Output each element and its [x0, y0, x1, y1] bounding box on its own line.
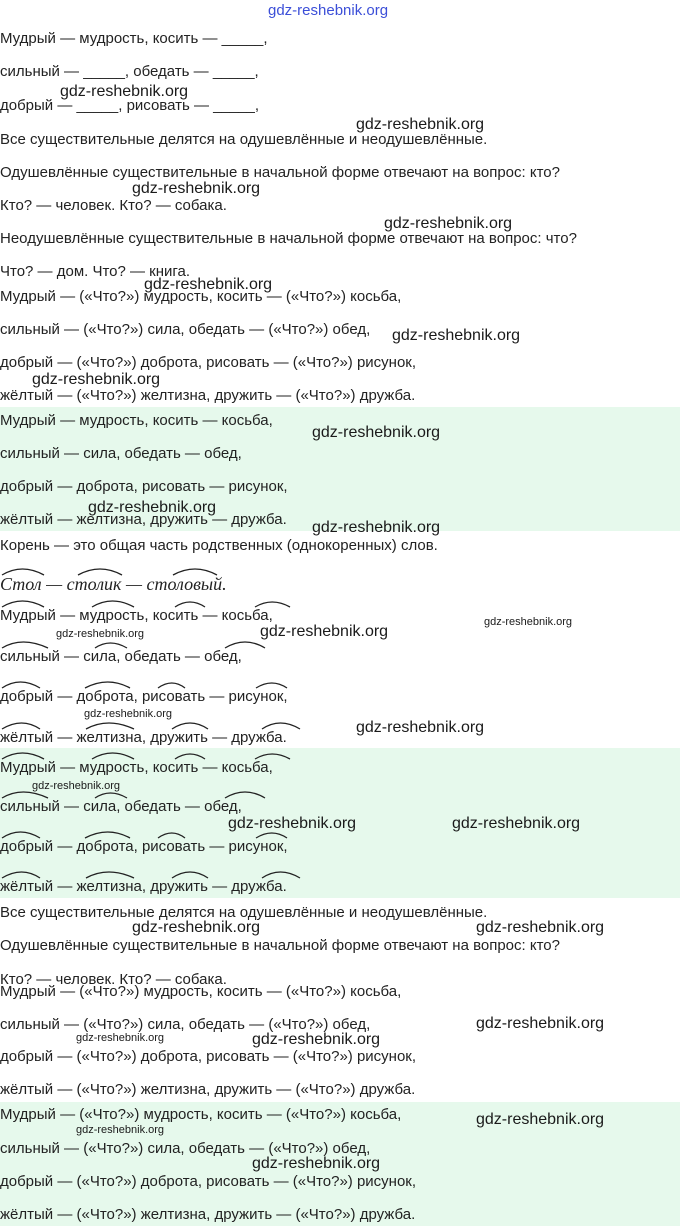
question2-line-4: жёлтый — («Что?») желтизна, дружить — («Что?») дружба.: [0, 1081, 416, 1098]
root-line-4: жёлтый — желтизна, дружить — дружба.: [0, 729, 287, 746]
question3-line-3: добрый — («Что?») доброта, рисовать — («Что?») рисунок,: [0, 1173, 417, 1190]
question3-line-2: сильный — («Что?») сила, обедать — («Что?») обед,: [0, 1140, 371, 1157]
watermark: gdz-reshebnik.org: [132, 919, 261, 936]
watermark: gdz-reshebnik.org: [260, 623, 389, 640]
theory2-line-3-cut: Кто? — человек. Кто? — собака.: [0, 971, 227, 986]
theory-line-4: Неодушевлённые существительные в начальной форме отвечают на вопрос: что?: [0, 230, 577, 247]
exercise-line-1: Мудрый — мудрость, косить — _____,: [0, 30, 268, 47]
watermark: gdz-reshebnik.org: [252, 1031, 381, 1048]
theory-line-5: Что? — дом. Что? — книга.: [0, 263, 191, 280]
question-line-2: сильный — («Что?») сила, обедать — («Что?») обед,: [0, 321, 371, 338]
question3-line-1: Мудрый — («Что?») мудрость, косить — («Что?») косьба,: [0, 1106, 402, 1123]
root-answer-line-4: жёлтый — желтизна, дружить — дружба.: [0, 878, 287, 895]
question2-line-2: сильный — («Что?») сила, обедать — («Что?») обед,: [0, 1016, 371, 1033]
watermark: gdz-reshebnik.org: [144, 276, 273, 293]
watermark: gdz-reshebnik.org: [384, 215, 513, 232]
watermark: gdz-reshebnik.org: [356, 719, 485, 736]
watermark: gdz-reshebnik.org: [32, 780, 121, 792]
watermark: gdz-reshebnik.org: [476, 919, 605, 936]
answer-line-3: добрый — доброта, рисовать — рисунок,: [0, 478, 288, 495]
exercise-line-2: сильный — _____, обедать — _____,: [0, 63, 259, 80]
question-line-4: жёлтый — («Что?») желтизна, дружить — («Что?») дружба.: [0, 387, 416, 404]
exercise-line-3: добрый — _____, рисовать — _____,: [0, 97, 260, 114]
watermark: gdz-reshebnik.org: [88, 499, 217, 516]
watermark: gdz-reshebnik.org: [76, 1032, 165, 1044]
watermark: gdz-reshebnik.org: [476, 1111, 605, 1128]
watermark: gdz-reshebnik.org: [252, 1155, 381, 1172]
root-answer-line-3: добрый — доброта, рисовать — рисунок,: [0, 838, 288, 855]
root-line-3: добрый — доброта, рисовать — рисунок,: [0, 688, 288, 705]
theory-line-2: Одушевлённые существительные в начальной форме отвечают на вопрос: кто?: [0, 164, 560, 181]
answer-line-2: сильный — сила, обедать — обед,: [0, 445, 242, 462]
root-answer-line-2: сильный — сила, обедать — обед,: [0, 798, 242, 815]
watermark: gdz-reshebnik.org: [76, 1124, 165, 1136]
answer-line-4: жёлтый — желтизна, дружить — дружба.: [0, 511, 287, 528]
watermark: gdz-reshebnik.org: [312, 424, 441, 441]
theory-line-3: Кто? — человек. Кто? — собака.: [0, 197, 227, 214]
question-line-1: Мудрый — («Что?») мудрость, косить — («Что?») косьба,: [0, 288, 402, 305]
watermark: gdz-reshebnik.org: [60, 83, 189, 100]
watermark: gdz-reshebnik.org: [312, 519, 441, 536]
watermark: gdz-reshebnik.org: [476, 1015, 605, 1032]
watermark: gdz-reshebnik.org: [356, 116, 485, 133]
theory2-line-2: Одушевлённые существительные в начальной форме отвечают на вопрос: кто?: [0, 937, 560, 954]
header-watermark: gdz-reshebnik.org: [268, 2, 389, 19]
watermark: gdz-reshebnik.org: [452, 815, 581, 832]
root-answer-line-1: Мудрый — мудрость, косить — косьба,: [0, 759, 273, 776]
root-line-1: Мудрый — мудрость, косить — косьба,: [0, 607, 273, 624]
root-rule: Корень — это общая часть родственных (однокоренных) слов.: [0, 537, 438, 554]
watermark: gdz-reshebnik.org: [132, 180, 261, 197]
question-line-3: добрый — («Что?») доброта, рисовать — («Что?») рисунок,: [0, 354, 417, 371]
watermark: gdz-reshebnik.org: [32, 371, 161, 388]
root-line-2: сильный — сила, обедать — обед,: [0, 648, 242, 665]
watermark: gdz-reshebnik.org: [228, 815, 357, 832]
root-example: Стол — столик — столовый.: [0, 574, 227, 594]
watermark: gdz-reshebnik.org: [392, 327, 521, 344]
question2-line-3: добрый — («Что?») доброта, рисовать — («Что?») рисунок,: [0, 1048, 417, 1065]
watermark: gdz-reshebnik.org: [84, 708, 173, 720]
watermark: gdz-reshebnik.org: [484, 616, 573, 628]
watermark: gdz-reshebnik.org: [56, 628, 145, 640]
question2-line-1: Мудрый — («Что?») мудрость, косить — («Что?») косьба,: [0, 983, 402, 1000]
answer-line-1: Мудрый — мудрость, косить — косьба,: [0, 412, 273, 429]
theory2-line-1: Все существительные делятся на одушевлённые и неодушевлённые.: [0, 904, 488, 921]
theory-line-1: Все существительные делятся на одушевлённые и неодушевлённые.: [0, 131, 488, 148]
question3-line-4: жёлтый — («Что?») желтизна, дружить — («Что?») дружба.: [0, 1206, 416, 1223]
